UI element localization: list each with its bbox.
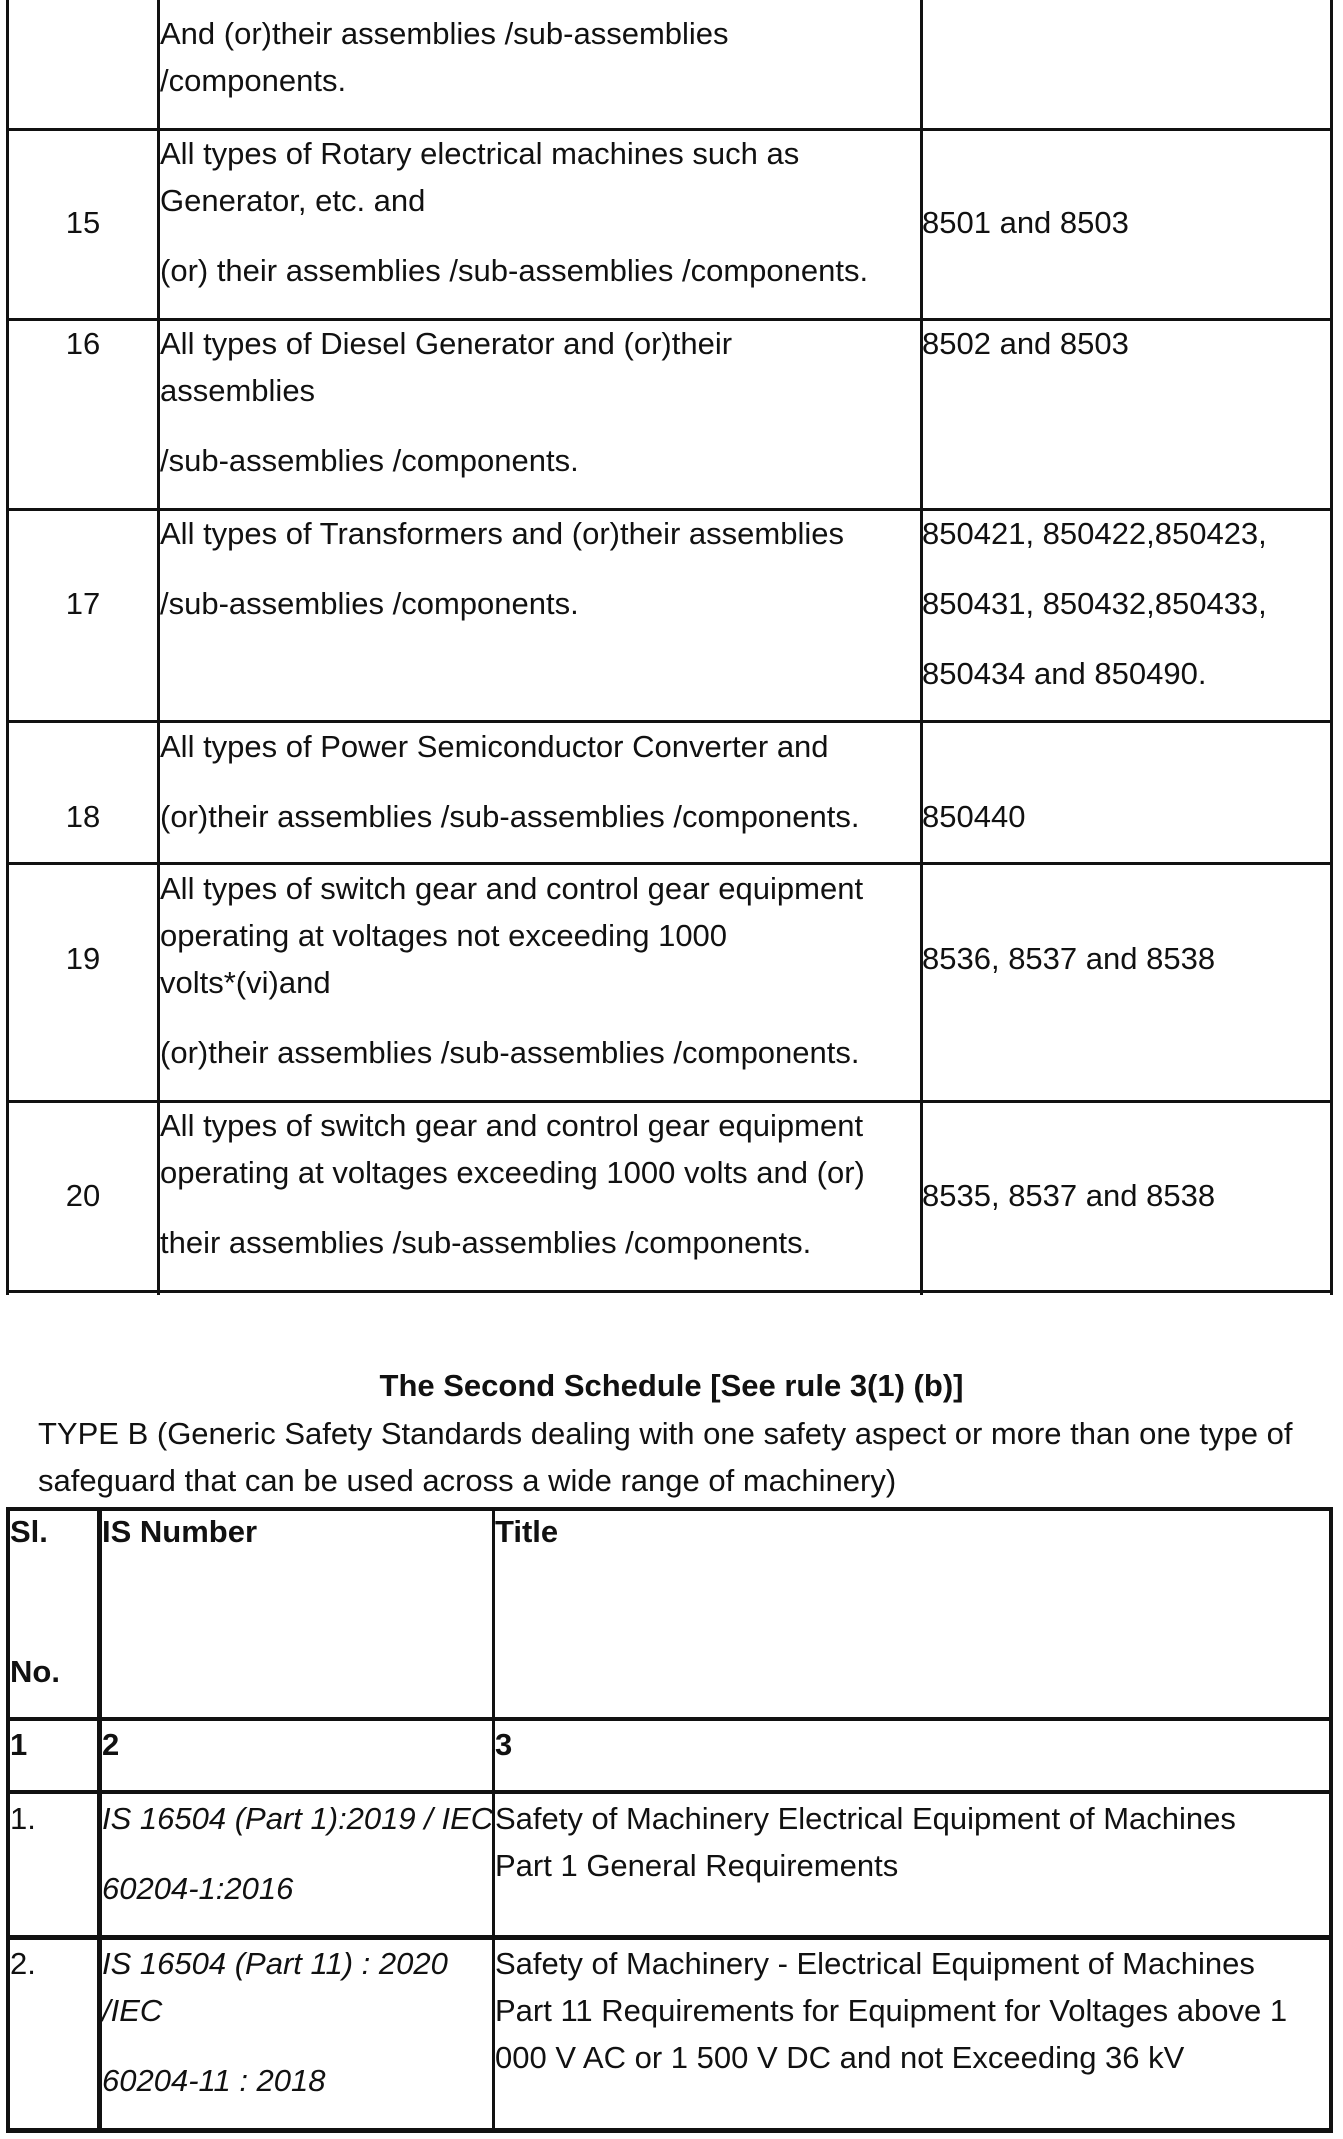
row19-number: 19 (65, 941, 101, 976)
col-number-1: 1 (10, 1727, 28, 1762)
row19-desc-line4: (or)their assemblies /sub-assemblies /components. (160, 1035, 860, 1070)
row1-is-line1: IS 16504 (Part 1):2019 / IEC (102, 1801, 494, 1836)
row1-is-line2: 60204-1:2016 (102, 1871, 294, 1906)
row-divider (6, 1717, 1333, 1721)
row19-desc-line2: operating at voltages not exceeding 1000 (160, 918, 728, 953)
row19-desc-line1: All types of switch gear and control gear equipment (160, 871, 864, 906)
col-number-2: 2 (102, 1727, 120, 1762)
row20-desc-line2: operating at voltages exceeding 1000 volts and (or) (160, 1155, 865, 1190)
row20-desc-line3: their assemblies /sub-assemblies /components. (160, 1225, 812, 1260)
row0-desc-line2: /components. (160, 63, 347, 98)
row17-desc-line2: /sub-assemblies /components. (160, 586, 579, 621)
row15-desc-line2: Generator, etc. and (160, 183, 426, 218)
row18-number: 18 (65, 799, 101, 834)
row17-number: 17 (65, 586, 101, 621)
col-number-3: 3 (495, 1727, 513, 1762)
row2-title-line2: Part 11 Requirements for Equipment for Voltages above 1 (495, 1993, 1288, 2028)
schedule-heading: The Second Schedule [See rule 3(1) (b)] (379, 1368, 964, 1403)
row1-sl: 1. (10, 1801, 36, 1836)
type-b-description-line1: TYPE B (Generic Safety Standards dealing with one safety aspect or more than one type of (38, 1416, 1293, 1451)
row2-sl: 2. (10, 1946, 36, 1981)
row17-hs-line2: 850431, 850432,850433, (922, 586, 1267, 621)
row16-hs-code: 8502 and 8503 (922, 326, 1129, 361)
row17-hs-line1: 850421, 850422,850423, (922, 516, 1267, 551)
row18-desc-line2: (or)their assemblies /sub-assemblies /components. (160, 799, 860, 834)
table2-border-bottom (6, 2128, 1333, 2133)
row20-hs-code: 8535, 8537 and 8538 (922, 1178, 1216, 1213)
row2-title-line1: Safety of Machinery - Electrical Equipment of Machines (495, 1946, 1255, 1981)
row16-number: 16 (65, 326, 101, 361)
row15-desc-line1: All types of Rotary electrical machines such as (160, 136, 800, 171)
row16-desc-line2: assemblies (160, 373, 316, 408)
row2-is-line3: 60204-11 : 2018 (102, 2063, 326, 2098)
row15-number: 15 (65, 205, 101, 240)
row-divider (6, 1790, 1333, 1794)
row1-title-line1: Safety of Machinery Electrical Equipment of Machines (495, 1801, 1236, 1836)
row17-desc-line1: All types of Transformers and (or)their assemblies (160, 516, 844, 551)
header-no: No. (10, 1654, 60, 1689)
row20-number: 20 (65, 1178, 101, 1213)
header-is-number: IS Number (102, 1514, 258, 1549)
row2-is-line1: IS 16504 (Part 11) : 2020 (102, 1946, 448, 1981)
row0-desc-line1: And (or)their assemblies /sub-assemblies (160, 16, 729, 51)
header-title: Title (495, 1514, 559, 1549)
row17-hs-line3: 850434 and 850490. (922, 656, 1207, 691)
type-b-description-line2: safeguard that can be used across a wide range of machinery) (38, 1463, 897, 1498)
row19-desc-line3: volts*(vi)and (160, 965, 331, 1000)
row15-desc-line3: (or) their assemblies /sub-assemblies /components. (160, 253, 869, 288)
row20-desc-line1: All types of switch gear and control gear equipment (160, 1108, 864, 1143)
row16-desc-line1: All types of Diesel Generator and (or)their (160, 326, 733, 361)
row18-desc-line1: All types of Power Semiconductor Converter and (160, 729, 829, 764)
row1-title-line2: Part 1 General Requirements (495, 1848, 899, 1883)
row16-desc-line3: /sub-assemblies /components. (160, 443, 579, 478)
row-divider (6, 1290, 1333, 1293)
row2-title-line3: 000 V AC or 1 500 V DC and not Exceeding 36 kV (495, 2040, 1185, 2075)
row19-hs-code: 8536, 8537 and 8538 (922, 941, 1216, 976)
row2-is-line2: /IEC (102, 1993, 163, 2028)
row18-hs-code: 850440 (922, 799, 1026, 834)
header-sl: Sl. (10, 1514, 48, 1549)
row15-hs-code: 8501 and 8503 (922, 205, 1129, 240)
table2-border-right (1329, 1507, 1333, 2133)
